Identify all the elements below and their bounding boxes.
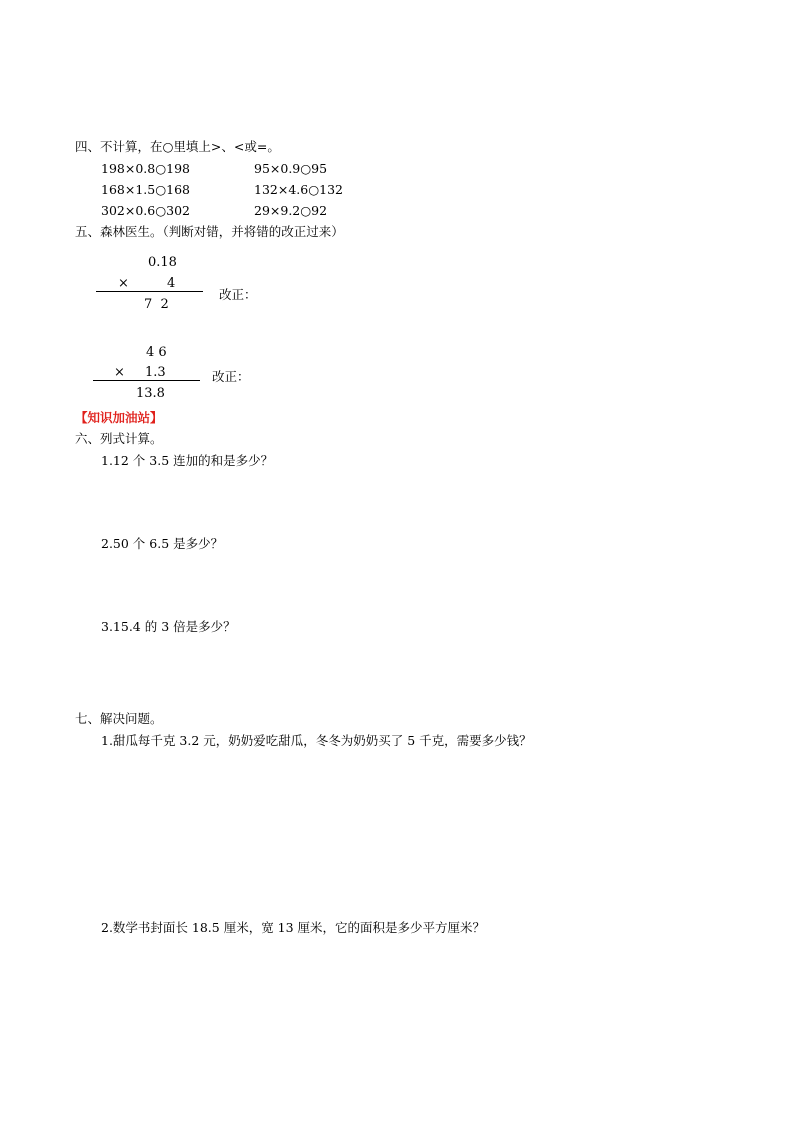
- section6-question: 1.12 个 3.5 连加的和是多少？: [101, 453, 274, 468]
- section7-question: 1.甜瓜每千克 3.2 元，奶奶爱吃甜瓜，冬冬为奶奶买了 5 千克，需要多少钱？: [101, 733, 532, 748]
- calc2-result: 13.8: [136, 386, 165, 401]
- calc1-top-number: 0.18: [148, 255, 177, 270]
- calc2-divider-line: [93, 380, 200, 381]
- compare-item: 132×4.6○132: [254, 182, 343, 197]
- calc1-result: 7 2: [144, 297, 169, 312]
- section6-question: 2.50 个 6.5 是多少？: [101, 536, 224, 551]
- section7-question: 2.数学书封面长 18.5 厘米，宽 13 厘米，它的面积是多少平方厘米？: [101, 920, 486, 935]
- calc2-top-number: 4 6: [146, 345, 167, 360]
- calc1-multiplier: 4: [167, 276, 176, 291]
- calc2-multiplier: 1.3: [145, 365, 166, 380]
- section6-title: 六、列式计算。: [75, 431, 163, 446]
- calc1-divider-line: [96, 291, 203, 292]
- compare-item: 95×0.9○95: [254, 161, 328, 176]
- compare-item: 168×1.5○168: [101, 182, 190, 197]
- compare-item: 198×0.8○198: [101, 161, 190, 176]
- calc2-times-sign: ×: [114, 365, 125, 380]
- compare-item: 302×0.6○302: [101, 203, 190, 218]
- section6-question: 3.15.4 的 3 倍是多少？: [101, 619, 236, 634]
- knowledge-station-title: 【知识加油站】: [75, 410, 163, 425]
- calc1-correct-label: 改正：: [219, 287, 257, 302]
- section5-title: 五、森林医生。（判断对错，并将错的改正过来）: [75, 224, 344, 239]
- calc1-times-sign: ×: [118, 276, 129, 291]
- section4-title: 四、不计算，在○里填上>、<或=。: [75, 139, 280, 154]
- calc2-correct-label: 改正：: [212, 369, 250, 384]
- compare-item: 29×9.2○92: [254, 203, 328, 218]
- section7-title: 七、解决问题。: [75, 711, 163, 726]
